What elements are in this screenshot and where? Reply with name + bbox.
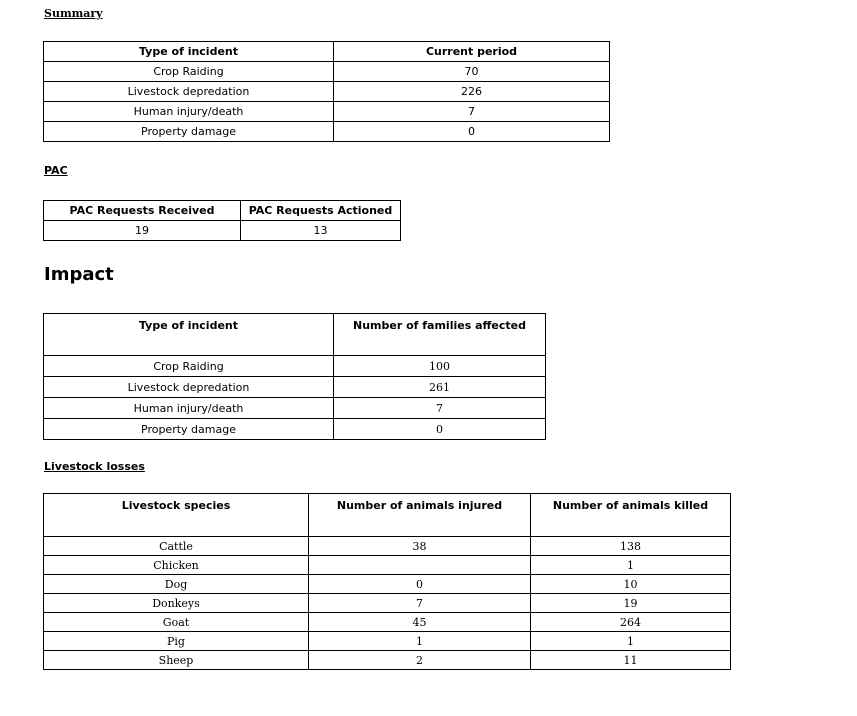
injured-count: 38 bbox=[309, 537, 531, 556]
header-families-affected: Number of families affected bbox=[334, 314, 546, 356]
injured-count: 7 bbox=[309, 594, 531, 613]
families-count: 261 bbox=[334, 377, 546, 398]
pac-heading: PAC bbox=[44, 164, 68, 177]
incident-type: Crop Raiding bbox=[44, 356, 334, 377]
table-row bbox=[44, 537, 731, 556]
injured-count: 1 bbox=[309, 632, 531, 651]
pac-actioned-value: 13 bbox=[241, 221, 401, 241]
impact-table bbox=[43, 313, 546, 440]
incident-type: Crop Raiding bbox=[44, 62, 334, 82]
table-row bbox=[44, 102, 610, 122]
table-header-row bbox=[44, 201, 401, 221]
header-animals-killed: Number of animals killed bbox=[531, 494, 731, 537]
incident-type: Human injury/death bbox=[44, 398, 334, 419]
incident-type: Human injury/death bbox=[44, 102, 334, 122]
header-animals-injured: Number of animals injured bbox=[309, 494, 531, 537]
incident-count: 0 bbox=[334, 122, 610, 142]
incident-type: Livestock depredation bbox=[44, 377, 334, 398]
table-row bbox=[44, 377, 546, 398]
species-name: Chicken bbox=[44, 556, 309, 575]
killed-count: 10 bbox=[531, 575, 731, 594]
killed-count: 264 bbox=[531, 613, 731, 632]
killed-count: 11 bbox=[531, 651, 731, 670]
species-name: Dog bbox=[44, 575, 309, 594]
incident-type: Property damage bbox=[44, 419, 334, 440]
killed-count: 138 bbox=[531, 537, 731, 556]
incident-count: 70 bbox=[334, 62, 610, 82]
table-row bbox=[44, 62, 610, 82]
summary-heading: Summary bbox=[44, 7, 103, 20]
header-pac-requests-actioned: PAC Requests Actioned bbox=[241, 201, 401, 221]
species-name: Goat bbox=[44, 613, 309, 632]
families-count: 7 bbox=[334, 398, 546, 419]
table-header-row bbox=[44, 494, 731, 537]
killed-count: 19 bbox=[531, 594, 731, 613]
table-row bbox=[44, 221, 401, 241]
table-header-row bbox=[44, 314, 546, 356]
killed-count: 1 bbox=[531, 556, 731, 575]
header-pac-requests-received: PAC Requests Received bbox=[44, 201, 241, 221]
summary-table bbox=[43, 41, 610, 142]
table-row bbox=[44, 419, 546, 440]
injured-count bbox=[309, 556, 531, 575]
table-row bbox=[44, 613, 731, 632]
species-name: Sheep bbox=[44, 651, 309, 670]
table-row bbox=[44, 122, 610, 142]
table-header-row bbox=[44, 42, 610, 62]
killed-count: 1 bbox=[531, 632, 731, 651]
livestock-table bbox=[43, 493, 731, 670]
table-row bbox=[44, 356, 546, 377]
table-row bbox=[44, 594, 731, 613]
table-row bbox=[44, 651, 731, 670]
table-row bbox=[44, 556, 731, 575]
table-row bbox=[44, 82, 610, 102]
injured-count: 0 bbox=[309, 575, 531, 594]
injured-count: 45 bbox=[309, 613, 531, 632]
table-row bbox=[44, 398, 546, 419]
incident-count: 7 bbox=[334, 102, 610, 122]
families-count: 100 bbox=[334, 356, 546, 377]
header-current-period: Current period bbox=[334, 42, 610, 62]
impact-heading: Impact bbox=[44, 264, 114, 285]
species-name: Cattle bbox=[44, 537, 309, 556]
table-row bbox=[44, 575, 731, 594]
species-name: Donkeys bbox=[44, 594, 309, 613]
incident-count: 226 bbox=[334, 82, 610, 102]
pac-table bbox=[43, 200, 401, 241]
table-row bbox=[44, 632, 731, 651]
header-type-of-incident: Type of incident bbox=[44, 42, 334, 62]
incident-type: Livestock depredation bbox=[44, 82, 334, 102]
incident-type: Property damage bbox=[44, 122, 334, 142]
livestock-heading: Livestock losses bbox=[44, 460, 145, 473]
species-name: Pig bbox=[44, 632, 309, 651]
header-livestock-species: Livestock species bbox=[44, 494, 309, 537]
pac-received-value: 19 bbox=[44, 221, 241, 241]
families-count: 0 bbox=[334, 419, 546, 440]
injured-count: 2 bbox=[309, 651, 531, 670]
header-type-of-incident: Type of incident bbox=[44, 314, 334, 356]
